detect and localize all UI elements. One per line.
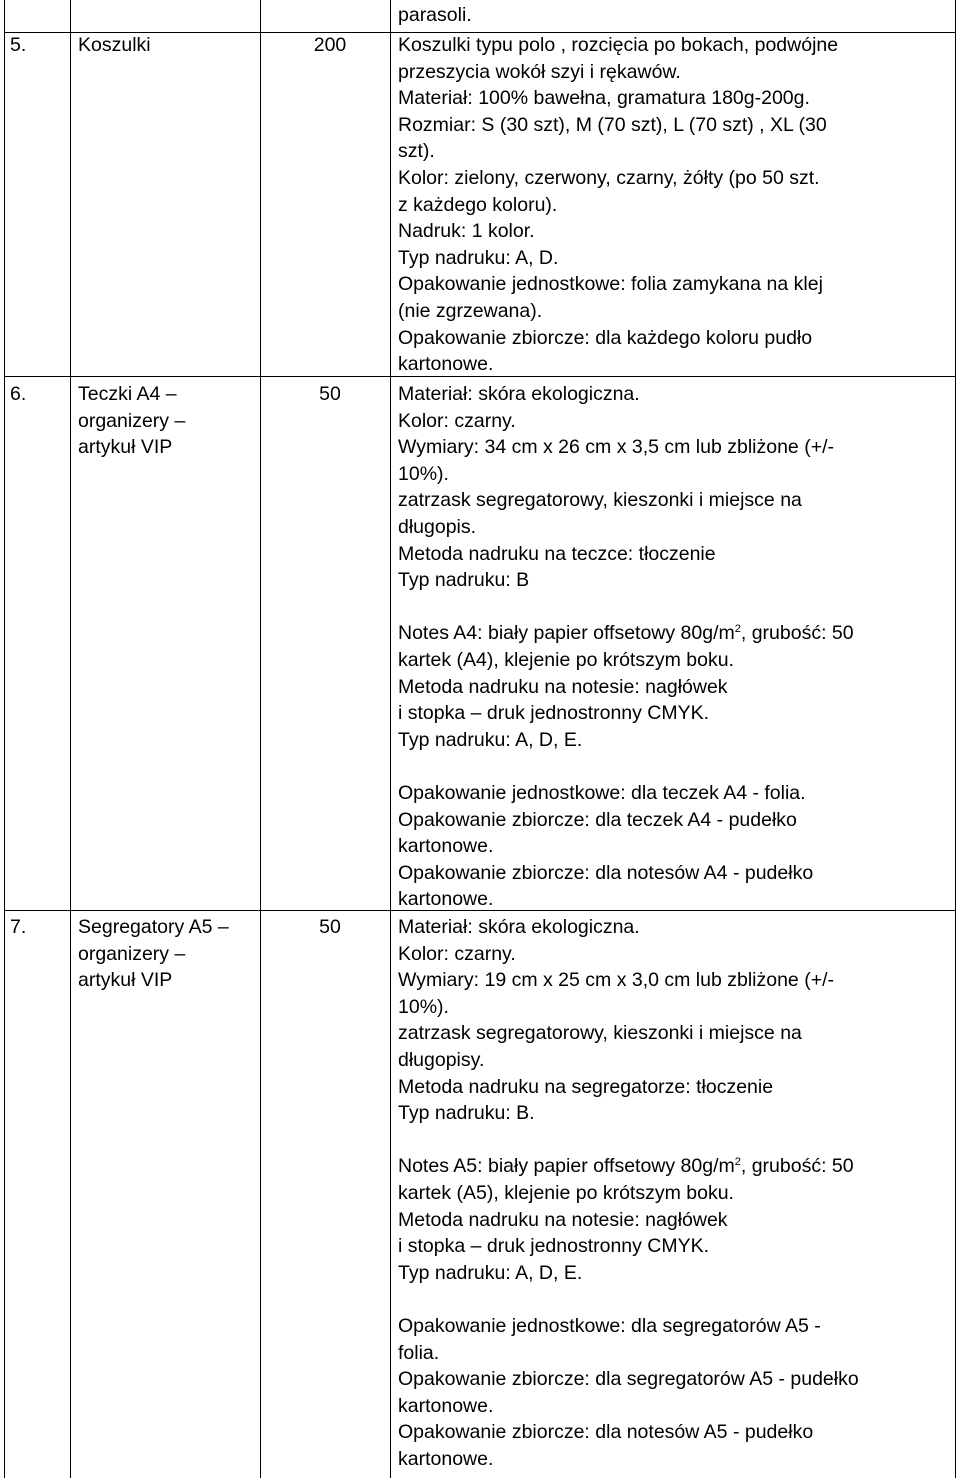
- item-quantity: 50: [319, 383, 341, 405]
- item-quantity: 200: [313, 34, 347, 56]
- table-border-col2: [260, 0, 261, 1478]
- row-number: 7.: [10, 916, 27, 938]
- table-border-left: [4, 0, 5, 1478]
- row-number: 6.: [10, 383, 27, 405]
- item-description: Materiał: skóra ekologiczna. Kolor: czarny. Wymiary: 34 cm x 26 cm x 3,5 cm lub zbliżone (+/- 10%). zatrzask segregatorowy, kieszonki i miejsce na długopis. Metoda nadruku na teczce: tłoczenie Typ nadruku: B Notes A4: biały papier offsetowy $80g/m^2$, grubość: 50 kartek (A4), klejenie po krótszym boku. Metoda nadruku na notesie: nagłówek i stopka – druk jednostronny CMYK. Typ nadruku: A, D, E. Opakowanie jednostkowe: dla teczek A4 - folia. Opakowanie zbiorcze: dla teczek A4 - pudełko kartonowe. Opakowanie zbiorcze: dla notesów A4 - pudełko kartonowe.: [398, 381, 950, 913]
- notes-spec-line: Notes A5: biały papier offsetowy $80g/m^2$, grubość: 50: [398, 1155, 854, 1178]
- item-description: Materiał: skóra ekologiczna. Kolor: czarny. Wymiary: 19 cm x 25 cm x 3,0 cm lub zbliżone (+/- 10%). zatrzask segregatorowy, kieszonki i miejsce na długopisy. Metoda nadruku na segregatorze: tłoczenie Typ nadruku: B. Notes A5: biały papier offsetowy $80g/m^2$, grubość: 50 kartek (A5), klejenie po krótszym boku. Metoda nadruku na notesie: nagłówek i stopka – druk jednostronny CMYK. Typ nadruku: A, D, E. Opakowanie jednostkowe: dla segregatorów A5 - folia. Opakowanie zbiorcze: dla segregatorów A5 - pudełko kartonowe. Opakowanie zbiorcze: dla notesów A5 - pudełko kartonowe.: [398, 914, 950, 1472]
- table-border-right: [955, 0, 956, 1478]
- item-name: Teczki A4 – organizery – artykuł VIP: [78, 383, 186, 459]
- row-number: 5.: [10, 34, 27, 56]
- desc-line: parasoli.: [398, 4, 472, 26]
- notes-spec-line: Notes A4: biały papier offsetowy $80g/m^2$, grubość: 50: [398, 622, 854, 645]
- item-name: Segregatory A5 – organizery – artykuł VIP: [78, 916, 229, 992]
- item-quantity: 50: [319, 916, 341, 938]
- item-description: Koszulki typu polo , rozcięcia po bokach, podwójne przeszycia wokół szyi i rękawów. Materiał: 100% bawełna, gramatura 180g-200g. Rozmiar: S (30 szt), M (70 szt), L (70 szt) , XL (30 szt). Kolor: zielony, czerwony, czarny, żółty (po 50 szt. z każdego koloru). Nadruk: 1 kolor. Typ nadruku: A, D. Opakowanie jednostkowe: folia zamykana na klej (nie zgrzewana). Opakowanie zbiorcze: dla każdego koloru pudło kartonowe.: [398, 34, 839, 376]
- item-name: Koszulki: [78, 34, 151, 56]
- table-border-col1: [70, 0, 71, 1478]
- continuation-text: [398, 2, 950, 29]
- table-border-col3: [390, 0, 391, 1478]
